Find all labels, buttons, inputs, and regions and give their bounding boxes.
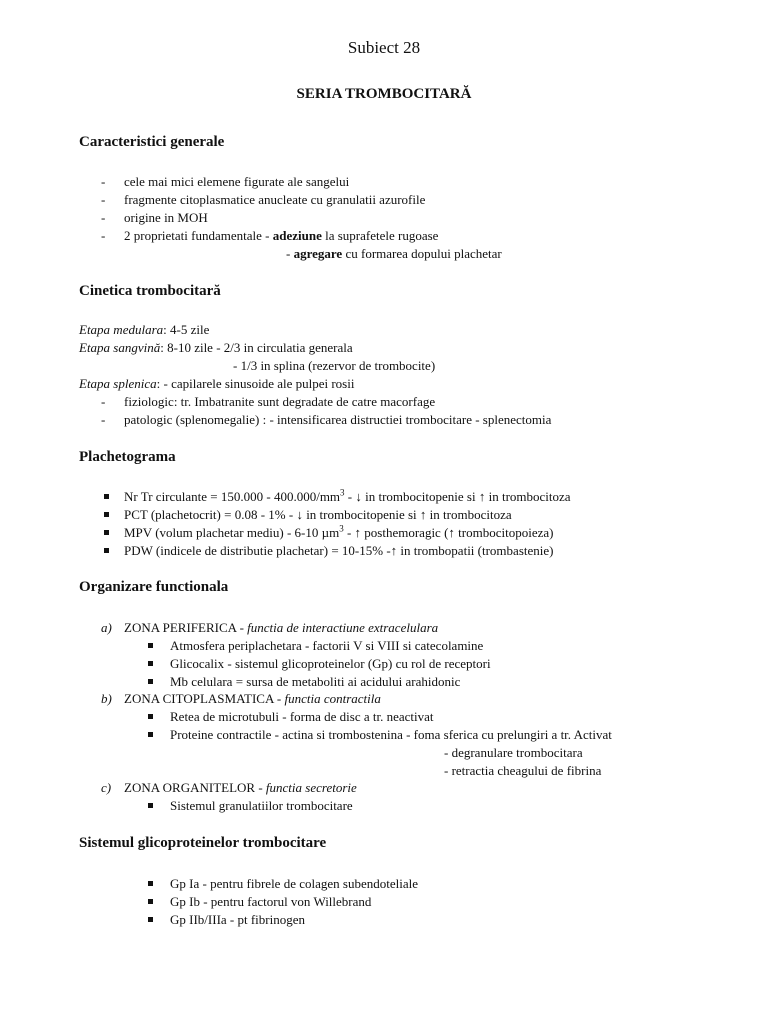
dash-bullet: -: [101, 192, 106, 207]
square-bullet-icon: [104, 494, 109, 499]
list-item: fiziologic: tr. Imbatranite sunt degradate de catre macorfage: [124, 394, 436, 409]
list-item-continuation: - agregare cu formarea dopului plachetar: [286, 246, 502, 261]
list-item: MPV (volum plachetar mediu) - 6-10 µm$^3$ - ↑ posthemoragic (↑ trombocitopoieza): [124, 523, 554, 540]
dash-bullet: -: [101, 412, 106, 427]
section-heading-organizare: Organizare functionala: [79, 579, 229, 595]
square-bullet-icon: [148, 661, 153, 666]
square-bullet-icon: [148, 714, 153, 719]
dash-bullet: -: [101, 210, 106, 225]
list-item: 2 proprietati fundamentale - adeziune la suprafetele rugoase: [124, 228, 439, 243]
list-item: Proteine contractile - actina si trombostenina - foma sferica cu prelungiri a tr. Activat: [170, 727, 612, 742]
zone-heading-organitelor: ZONA ORGANITELOR - functia secretorie: [124, 780, 357, 795]
section-heading-caracteristici: Caracteristici generale: [79, 134, 225, 150]
zone-heading-citoplasmatica: ZONA CITOPLASMATICA - functia contractila: [124, 691, 381, 706]
square-bullet-icon: [104, 530, 109, 535]
zone-heading-periferica: ZONA PERIFERICA - functia de interactiune extracelulara: [124, 620, 439, 635]
list-marker-b: b): [101, 691, 112, 706]
section-heading-cinetica: Cinetica trombocitară: [79, 283, 221, 299]
list-marker-a: a): [101, 620, 112, 635]
square-bullet-icon: [148, 643, 153, 648]
list-item: PDW (indicele de distributie plachetar) = 10-15% -↑ in trombopatii (trombastenie): [124, 543, 554, 558]
list-item: Nr Tr circulante = $150.000 - 400.000/mm^3$ - ↓ in trombocitopenie si ↑ in trombocitoza: [124, 487, 571, 504]
text-line: Etapa splenica: - capilarele sinusoide ale pulpei rosii: [79, 376, 355, 391]
square-bullet-icon: [148, 732, 153, 737]
dash-bullet: -: [101, 228, 106, 243]
list-item: origine in MOH: [124, 210, 208, 225]
list-item-continuation: - retractia cheagului de fibrina: [444, 763, 602, 778]
list-item: Gp Ib - pentru factorul von Willebrand: [170, 894, 372, 909]
list-item: cele mai mici elemene figurate ale sangelui: [124, 174, 350, 189]
square-bullet-icon: [148, 679, 153, 684]
list-item: Mb celulara = sursa de metaboliti ai acidului arahidonic: [170, 674, 461, 689]
list-item: Gp Ia - pentru fibrele de colagen subendoteliale: [170, 876, 418, 891]
list-item: Gp IIb/IIIa - pt fibrinogen: [170, 912, 306, 927]
square-bullet-icon: [148, 881, 153, 886]
section-heading-plachetograma: Plachetograma: [79, 449, 176, 465]
square-bullet-icon: [148, 803, 153, 808]
text-line: Etapa medulara: 4-5 zile: [79, 322, 210, 337]
square-bullet-icon: [104, 512, 109, 517]
text-line: - 1/3 in splina (rezervor de trombocite): [233, 358, 436, 373]
section-heading-glicoproteine: Sistemul glicoproteinelor trombocitare: [79, 835, 327, 851]
subject-label: Subiect 28: [347, 38, 421, 57]
list-item: Retea de microtubuli - forma de disc a tr. neactivat: [170, 709, 434, 724]
page-title: SERIA TROMBOCITARĂ: [296, 86, 472, 102]
dash-bullet: -: [101, 174, 106, 189]
list-item: Sistemul granulatiilor trombocitare: [170, 798, 353, 813]
square-bullet-icon: [104, 548, 109, 553]
list-item-continuation: - degranulare trombocitara: [444, 745, 583, 760]
list-item: fragmente citoplasmatice anucleate cu granulatii azurofile: [124, 192, 426, 207]
square-bullet-icon: [148, 899, 153, 904]
list-item: Glicocalix - sistemul glicoproteinelor (Gp) cu rol de receptori: [170, 656, 491, 671]
square-bullet-icon: [148, 917, 153, 922]
list-item: PCT (plachetocrit) = 0.08 - 1% - ↓ in trombocitopenie si ↑ in trombocitoza: [124, 507, 512, 522]
dash-bullet: -: [101, 394, 106, 409]
list-item: patologic (splenomegalie) : - intensificarea distructiei trombocitare - splenectomia: [124, 412, 552, 427]
list-marker-c: c): [101, 780, 112, 795]
text-line: Etapa sangvină: 8-10 zile - 2/3 in circulatia generala: [79, 340, 353, 355]
list-item: Atmosfera periplachetara - factorii V si VIII si catecolamine: [170, 638, 484, 653]
